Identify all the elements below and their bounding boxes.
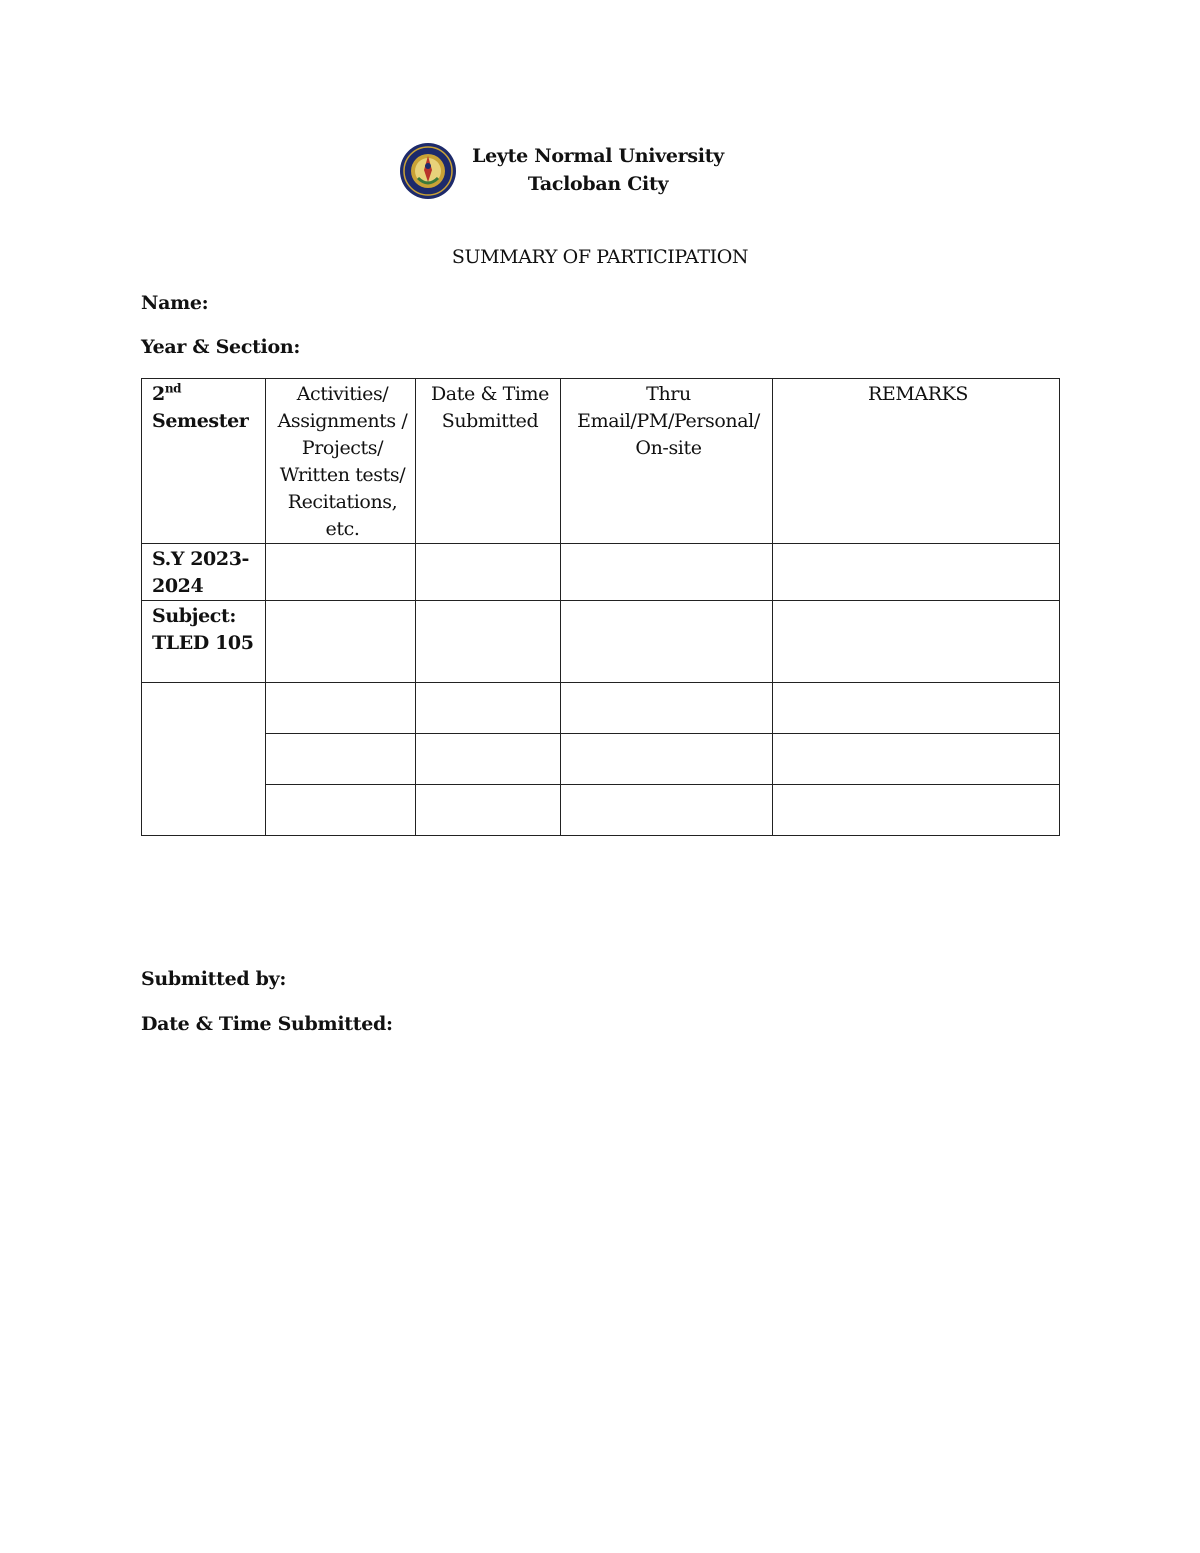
table-cell[interactable]: [416, 734, 561, 785]
table-cell[interactable]: [773, 683, 1060, 734]
university-name: Leyte Normal University: [472, 145, 724, 167]
semester-ordinal: 2: [152, 383, 165, 405]
name-field-label: Name:: [141, 292, 209, 314]
document-title: SUMMARY OF PARTICIPATION: [451, 246, 749, 268]
table-cell[interactable]: [266, 601, 416, 683]
date-time-submitted-label: Date & Time Submitted:: [141, 1013, 393, 1035]
document-header: [398, 140, 738, 202]
table-cell[interactable]: [266, 683, 416, 734]
table-row: [142, 734, 1060, 785]
table-row: [142, 601, 1060, 683]
table-cell[interactable]: [561, 734, 773, 785]
year-section-field-label: Year & Section:: [141, 336, 301, 358]
merged-label-cell: [142, 683, 266, 836]
semester-header-cell: [142, 379, 266, 544]
table-cell[interactable]: [266, 785, 416, 836]
table-cell[interactable]: [561, 785, 773, 836]
semester-word: Semester: [152, 410, 249, 432]
university-city: Tacloban City: [527, 173, 669, 195]
semester-suffix: nd: [164, 381, 182, 396]
table-cell[interactable]: [773, 601, 1060, 683]
school-year-cell: S.Y 2023-2024: [142, 544, 266, 601]
table-cell[interactable]: [561, 601, 773, 683]
table-row: [142, 544, 1060, 601]
remarks-column-header: REMARKS: [773, 379, 1060, 544]
table-row: [142, 683, 1060, 734]
table-cell[interactable]: [773, 785, 1060, 836]
date-time-column-header: Date & Time Submitted: [416, 379, 561, 544]
thru-column-header: Thru Email/PM/Personal/ On-site: [561, 379, 773, 544]
table-header-row: [142, 379, 1060, 544]
table-cell[interactable]: [416, 785, 561, 836]
university-seal-icon: [398, 142, 458, 200]
table-cell[interactable]: [266, 734, 416, 785]
subject-cell: Subject: TLED 105: [142, 601, 266, 683]
table-row: [142, 785, 1060, 836]
table-cell[interactable]: [561, 544, 773, 601]
participation-table: [141, 378, 1060, 836]
table-cell[interactable]: [773, 544, 1060, 601]
activities-column-header: Activities/ Assignments / Projects/ Written tests/ Recitations, etc.: [266, 379, 416, 544]
table-cell[interactable]: [416, 601, 561, 683]
table-cell[interactable]: [561, 683, 773, 734]
table-cell[interactable]: [266, 544, 416, 601]
table-cell[interactable]: [416, 683, 561, 734]
table-cell[interactable]: [773, 734, 1060, 785]
submitted-by-label: Submitted by:: [141, 968, 287, 990]
table-cell[interactable]: [416, 544, 561, 601]
